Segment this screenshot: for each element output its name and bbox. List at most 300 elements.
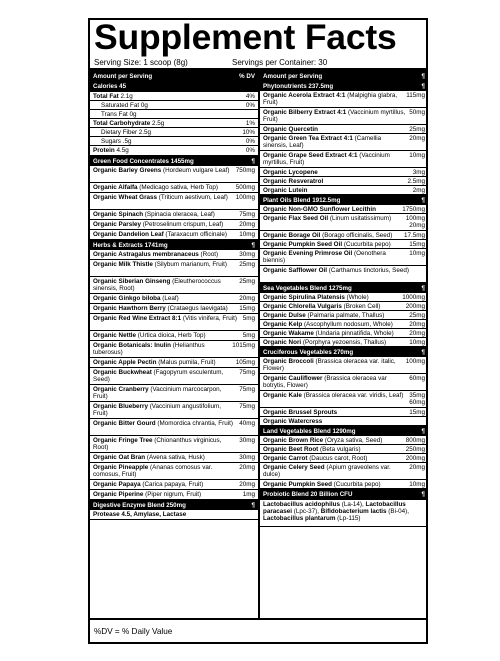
ingredient-name [263, 169, 413, 176]
ingredient-name [93, 305, 239, 312]
ingredient-row [260, 357, 428, 374]
ingredient-amount [242, 129, 255, 136]
ingredient-detail: (Vaccinium myrtillus, Fruit) [263, 108, 406, 123]
ingredient-bold-name: Organic Wakame [263, 329, 314, 337]
ingredient-name [93, 102, 246, 109]
ingredient-bold-name: Organic Siberian Ginseng [93, 277, 171, 285]
ingredient-amount [239, 437, 255, 444]
pilcrow-icon: ¶ [421, 491, 425, 498]
ingredient-bold-name: Organic Quercetin [263, 125, 318, 133]
ingredient-bold-name: Organic Grape Seed Extract 4:1 [263, 151, 358, 159]
amount-value: 1000mg [402, 293, 425, 301]
section-header-label [93, 158, 194, 165]
ingredient-name [93, 138, 246, 145]
right-column [260, 71, 428, 618]
amount-value: 0% [245, 101, 255, 109]
amount-value: 35mg [409, 391, 425, 399]
ingredient-detail: Saturated Fat 0g [101, 101, 148, 109]
ingredient-bold-name: Organic Milk Thistle [93, 260, 153, 268]
left-column [90, 71, 258, 618]
amount-value: 10mg [409, 151, 425, 159]
ingredient-detail: (Ascophyllum nodosum, Whole) [302, 320, 393, 328]
ingredient-detail: (Beta vulgaris) [318, 445, 361, 453]
amount-value: 75mg [239, 210, 255, 218]
amount-value: 20mg [239, 294, 255, 302]
amount-value: 25mg [239, 277, 255, 285]
ingredient-row [90, 436, 258, 453]
ingredient-amount [413, 169, 425, 176]
ingredient-row [260, 436, 428, 445]
ingredient-bold-name: Organic Ginkgo biloba [93, 294, 161, 302]
ingredient-name [263, 437, 406, 444]
ingredient-bold-name: Organic Kale [263, 391, 302, 399]
ingredient-bold-name: Organic Acerola Extract 4:1 [263, 91, 346, 99]
ingredient-bold-name: Organic Evening Primrose Oil [263, 249, 353, 257]
ingredient-amount [246, 147, 255, 154]
ingredient-amount [239, 420, 255, 427]
ingredient-detail: (Carica papaya, Fruit) [140, 480, 204, 488]
ingredient-detail: (Vitis vinifera, Fruit) [181, 314, 238, 322]
ingredient-bold-name: Protein [93, 146, 115, 154]
ingredient-amount [406, 437, 425, 444]
amount-value: 750mg [235, 166, 255, 174]
section-header-label [263, 197, 340, 204]
ingredient-amount [409, 330, 425, 337]
section-amount: 1455mg [170, 157, 194, 165]
ingredient-row [260, 240, 428, 249]
ingredient-row [90, 331, 258, 341]
ingredient-detail: (Eleutherococcus sinensis, Root) [93, 277, 221, 292]
column-header-label: Amount per Serving [263, 72, 323, 80]
ingredient-amount [239, 403, 255, 410]
amount-value: 17.5mg [403, 231, 425, 239]
ingredient-row [90, 183, 258, 193]
ingredient-detail: (Oenothera biennis) [263, 249, 386, 264]
amount-value: 20mg [409, 329, 425, 337]
ingredient-amount [409, 409, 425, 416]
ingredient-amount [239, 278, 255, 285]
ingredient-row [90, 453, 258, 463]
ingredient-row [260, 151, 428, 168]
section-name: Phytonutrients [263, 82, 307, 90]
ingredient-name [263, 392, 409, 399]
ingredient-row [90, 463, 258, 480]
section-header [260, 489, 428, 500]
ingredient-row [260, 134, 428, 151]
ingredient-detail: (Spinacia oleracea, Leaf) [143, 210, 215, 218]
amount-value: 10mg [239, 230, 255, 238]
section-amount: 45 [119, 83, 127, 90]
ingredient-detail: (La-14), [339, 500, 366, 508]
ingredient-bold-name: Organic Pineapple [93, 463, 149, 471]
ingredient-name [93, 231, 239, 238]
ingredient-detail: (Undaria pinnatifida, Whole) [313, 329, 394, 337]
section-header [90, 81, 258, 92]
ingredient-name [93, 184, 236, 191]
ingredient-bold-name: Organic Piperine [93, 490, 144, 498]
section-header [260, 347, 428, 357]
ingredient-detail: (Taraxacum officinale) [163, 230, 227, 238]
ingredient-amount [409, 481, 425, 488]
ingredient-name [93, 295, 239, 302]
ingredient-detail: (Medicago sativa, Herb Top) [137, 183, 218, 191]
amount-value: 2.5mg [407, 177, 425, 185]
ingredient-amount [409, 339, 425, 346]
ingredient-name [93, 93, 246, 100]
ingredient-bold-name: Organic Carrot [263, 454, 308, 462]
ingredient-bold-name: Organic Nettle [93, 331, 137, 339]
ingredient-bold-name: Organic Fringe Tree [93, 436, 153, 444]
ingredient-bold-name: Organic Kelp [263, 320, 303, 328]
ingredient-row [90, 402, 258, 419]
amount-value: 30mg [239, 436, 255, 444]
section-amount: 1912.5mg [312, 196, 341, 204]
ingredient-row [260, 500, 428, 527]
section-header [260, 426, 428, 436]
ingredient-name [263, 232, 404, 239]
ingredient-amount [239, 251, 255, 258]
ingredient-detail: (Momordica chrantia, Fruit) [155, 419, 233, 427]
section-name: Land Vegetables Blend [263, 427, 331, 435]
section-header-label [93, 242, 168, 249]
ingredient-detail: (Cucurbita pepo) [342, 240, 391, 248]
ingredient-row [90, 137, 258, 146]
ingredient-name [93, 464, 239, 479]
amount-value-secondary: 60mg [409, 398, 425, 406]
ingredient-detail: (Palmaria palmate, Thallus) [305, 311, 385, 319]
ingredient-amount [246, 102, 255, 109]
ingredient-bold-name: Organic Bilberry Extract 4:1 [263, 108, 347, 116]
section-header [90, 500, 258, 510]
ingredient-bold-name: Organic Hawthorn Berry [93, 304, 166, 312]
ingredient-name [93, 315, 243, 322]
amount-value: 0% [245, 146, 255, 154]
ingredient-bold-name: Organic Green Tea Extract 4:1 [263, 134, 353, 142]
amount-value: 25mg [409, 125, 425, 133]
ingredient-bold-name: Organic Dandelion Leaf [93, 230, 164, 238]
ingredient-row [90, 92, 258, 101]
amount-value: 100mg [405, 357, 425, 365]
section-amount: 1290mg [332, 427, 356, 435]
ingredient-amount [406, 358, 425, 365]
ingredient-amount [243, 332, 255, 339]
ingredient-row [260, 168, 428, 177]
ingredient-detail: 2.1g [118, 92, 133, 100]
section-header-label [263, 83, 333, 90]
ingredient-name [263, 241, 409, 248]
ingredient-bold-name: Organic Non-GMO Sunflower Lecithin [263, 205, 376, 213]
amount-value: 1mg [242, 490, 255, 498]
ingredient-row [90, 101, 258, 110]
ingredient-detail: (Camellia sinensis, Leaf) [263, 134, 382, 149]
section-amount: 250mg [166, 501, 186, 509]
ingredient-amount [409, 126, 425, 133]
amount-value: 75mg [239, 385, 255, 393]
ingredient-amount [409, 241, 425, 248]
ingredient-row [90, 277, 258, 294]
pilcrow-icon: ¶ [421, 284, 425, 292]
section-header [260, 81, 428, 91]
ingredient-bold-name: Organic Blueberry [93, 402, 148, 410]
ingredient-name [93, 221, 239, 228]
ingredient-name [93, 454, 239, 461]
ingredient-name [263, 135, 409, 150]
amount-value: 1% [245, 119, 255, 127]
amount-value: 10mg [409, 338, 425, 346]
ingredient-row [90, 294, 258, 304]
amount-value: 10% [242, 128, 255, 136]
ingredient-detail: (Leaf) [160, 294, 179, 302]
ingredient-detail: (Bi-04), [386, 507, 409, 515]
ingredient-bold-name: Organic Beet Root [263, 445, 319, 453]
ingredient-detail: (Vaccinium angustifolium, Fruit) [93, 402, 221, 417]
ingredient-name [263, 418, 425, 425]
section-amount: 1275mg [328, 284, 352, 292]
ingredient-name [93, 111, 255, 118]
ingredient-row [260, 205, 428, 214]
ingredient-name [93, 481, 239, 488]
ingredient-bold-name: Organic Alfalfa [93, 183, 138, 191]
ingredient-detail: (Whole) [344, 293, 369, 301]
amount-value: 40mg [239, 419, 255, 427]
ingredient-bold-name: Organic Spinach [93, 210, 144, 218]
ingredient-detail: (Vaccinium myrtillus, Fruit) [263, 151, 390, 166]
ingredient-bold-name: Lactobacillus acidophilus [263, 500, 340, 508]
amount-value: 30mg [239, 453, 255, 461]
ingredient-bold-name: Organic Spirulina Platensis [263, 293, 345, 301]
ingredient-amount [236, 359, 255, 366]
amount-value: 15mg [409, 408, 425, 416]
ingredient-row [90, 210, 258, 220]
ingredient-detail: (Porphyra yezoensis, Thallus) [301, 338, 387, 346]
ingredient-row [90, 166, 258, 183]
ingredient-name [93, 342, 232, 357]
section-amount: 270mg [333, 348, 354, 356]
ingredient-row [260, 302, 428, 311]
ingredient-name [93, 359, 236, 366]
amount-value: 20mg [409, 320, 425, 328]
ingredient-detail: (Fagopyrum esculentum, Seed) [93, 368, 224, 383]
bottom-divider [90, 618, 426, 620]
section-amount: 237.5mg [308, 82, 334, 90]
ingredient-amount [239, 295, 255, 302]
amount-value: 75mg [239, 402, 255, 410]
pilcrow-icon: ¶ [251, 241, 255, 249]
amount-value: 10mg [409, 480, 425, 488]
section-name: Plant Oils Blend [263, 196, 311, 204]
amount-value: 100mg [235, 193, 255, 201]
amount-value: 75mg [239, 368, 255, 376]
ingredient-name [93, 420, 239, 427]
ingredient-row [90, 368, 258, 385]
ingredient-row [90, 480, 258, 490]
column-header [260, 71, 428, 81]
section-name: Green Food Concentrates [93, 157, 169, 165]
ingredient-detail: (Lpc-37), [292, 507, 321, 515]
ingredient-row [90, 250, 258, 260]
ingredient-row [260, 417, 428, 426]
section-name: Sea Vegetables Blend [263, 284, 327, 292]
ingredient-bold-name: Organic Botanicals: Inulin [93, 341, 172, 349]
ingredient-bold-name: Total Carbohydrate [93, 119, 151, 127]
ingredient-detail: (Ananas comosus var. comosus, Fruit) [93, 463, 213, 478]
ingredient-amount [239, 369, 255, 376]
amount-value: 50mg [409, 108, 425, 116]
ingredient-name [263, 178, 407, 185]
ingredient-bold-name: Organic Lutein [263, 186, 308, 194]
ingredient-row [260, 249, 428, 266]
ingredient-amount [409, 392, 425, 407]
ingredient-detail: (Vaccinium marcocarpon, Fruit) [93, 385, 222, 400]
ingredient-name [263, 501, 425, 523]
ingredient-bold-name: Organic Cranberry [93, 385, 149, 393]
ingredient-name [93, 386, 239, 401]
pilcrow-icon: ¶ [421, 196, 425, 204]
section-header-label [263, 491, 352, 498]
ingredient-detail: (Helianthus tuberosus) [93, 341, 205, 356]
ingredient-row [260, 480, 428, 489]
ingredient-amount [402, 294, 425, 301]
ingredient-row [90, 146, 258, 156]
ingredient-amount [236, 194, 255, 201]
ingredient-amount [239, 211, 255, 218]
ingredient-name [263, 358, 406, 373]
ingredient-bold-name: Protease 4.5, Amylase, Lactase [93, 510, 187, 518]
ingredient-row [90, 260, 258, 277]
section-header-label [93, 83, 126, 90]
ingredient-bold-name: Organic Buckwheat [93, 368, 152, 376]
amount-value: 5mg [242, 331, 255, 339]
ingredient-bold-name: Organic Papaya [93, 480, 141, 488]
ingredient-amount [406, 92, 425, 99]
ingredient-name [263, 215, 406, 222]
ingredient-name [263, 330, 409, 337]
ingredient-amount [409, 250, 425, 257]
ingredient-name [263, 92, 406, 107]
amount-value: 20mg [239, 463, 255, 471]
section-name: Digestive Enzyme Blend [93, 501, 165, 509]
ingredient-row [90, 341, 258, 358]
ingredient-name [263, 409, 409, 416]
ingredient-name [93, 511, 255, 518]
ingredient-bold-name: Organic Nori [263, 338, 302, 346]
ingredient-amount [404, 232, 425, 239]
ingredient-name [263, 312, 409, 319]
ingredient-name [93, 147, 246, 154]
ingredient-row [90, 110, 258, 119]
ingredient-bold-name: Organic Resveratrol [263, 177, 324, 185]
ingredient-amount [409, 464, 425, 471]
ingredient-name [263, 187, 413, 194]
ingredient-amount [409, 312, 425, 319]
section-header [260, 195, 428, 205]
ingredient-row [260, 108, 428, 125]
ingredient-detail: Trans Fat 0g [101, 110, 137, 118]
ingredient-amount [406, 455, 425, 462]
ingredient-row [260, 338, 428, 347]
ingredient-amount [239, 386, 255, 393]
ingredient-name [263, 481, 409, 488]
ingredient-row [90, 314, 258, 331]
ingredient-row [90, 193, 258, 210]
ingredient-detail: (Silybum marianum, Fruit) [152, 260, 228, 268]
amount-value: 800mg [405, 436, 425, 444]
ingredient-name [93, 278, 239, 293]
section-header-label [263, 349, 353, 356]
amount-value: 3mg [412, 168, 425, 176]
ingredient-name [93, 369, 239, 384]
ingredient-amount [409, 152, 425, 159]
ingredient-name [263, 339, 409, 346]
amount-value: 30mg [239, 250, 255, 258]
ingredient-detail: (Chionanthus virginicus, Root) [93, 436, 222, 451]
section-name: Cruciferous Vegetables [263, 348, 332, 356]
amount-value: 115mg [406, 91, 425, 99]
ingredient-bold-name: Organic Safflower Oil [263, 266, 328, 274]
ingredient-name [93, 194, 236, 201]
ingredient-amount [232, 342, 255, 349]
ingredient-row [260, 408, 428, 417]
amount-value: 1750mg [402, 205, 425, 213]
ingredient-amount [239, 221, 255, 228]
ingredient-detail: (Borago officinalis, Seed) [320, 231, 393, 239]
amount-value: 60mg [409, 374, 425, 382]
ingredient-amount [246, 138, 255, 145]
ingredient-name [263, 206, 402, 213]
ingredient-bold-name: Organic Red Wine Extract 8:1 [93, 314, 182, 322]
ingredient-bold-name: Organic Parsley [93, 220, 141, 228]
ingredient-name [263, 464, 409, 479]
ingredient-bold-name: Organic Oat Bran [93, 453, 146, 461]
ingredient-row [260, 445, 428, 454]
section-header [90, 156, 258, 166]
ingredient-bold-name: Organic Wheat Grass [93, 193, 158, 201]
ingredient-name [93, 129, 242, 136]
panel-title: Supplement Facts [94, 18, 397, 57]
amount-value: 2mg [412, 186, 425, 194]
ingredient-amount [236, 184, 255, 191]
serving-size: Serving Size: 1 scoop (8g) [94, 58, 188, 67]
ingredient-amount [239, 464, 255, 471]
ingredient-row [90, 385, 258, 402]
ingredient-amount [409, 321, 425, 328]
ingredient-detail: (Piper nigrum, Fruit) [143, 490, 202, 498]
ingredient-bold-name: Bifidobacterium lactis [320, 507, 387, 515]
ingredient-row [260, 186, 428, 195]
amount-value: 20mg [239, 480, 255, 488]
ingredient-name [263, 455, 406, 462]
pilcrow-icon: ¶ [421, 427, 425, 435]
amount-value: 20mg [409, 463, 425, 471]
ingredient-bold-name: Organic Lycopene [263, 168, 318, 176]
supplement-facts-panel [88, 18, 428, 644]
column-header-dv: % DV [239, 72, 255, 80]
ingredient-row [260, 454, 428, 463]
ingredient-detail: (Oryza sativa, Seed) [323, 436, 383, 444]
ingredient-bold-name: Organic Watercress [263, 417, 323, 425]
section-header-label [93, 502, 186, 509]
ingredient-row [90, 490, 258, 500]
ingredient-detail: (Malpighia glabra, Fruit) [263, 91, 398, 106]
column-header-label: Amount per Serving [93, 72, 153, 80]
ingredient-detail: (Brassica oleracea var. italic, Flower) [263, 357, 396, 372]
ingredient-name [263, 152, 409, 167]
ingredient-name [263, 321, 409, 328]
ingredient-bold-name: Organic Brown Rice [263, 436, 324, 444]
ingredient-name [93, 403, 239, 418]
ingredient-detail: (Petroselinum crispum, Leaf) [140, 220, 224, 228]
ingredient-detail: (Daucus carot, Root) [307, 454, 368, 462]
